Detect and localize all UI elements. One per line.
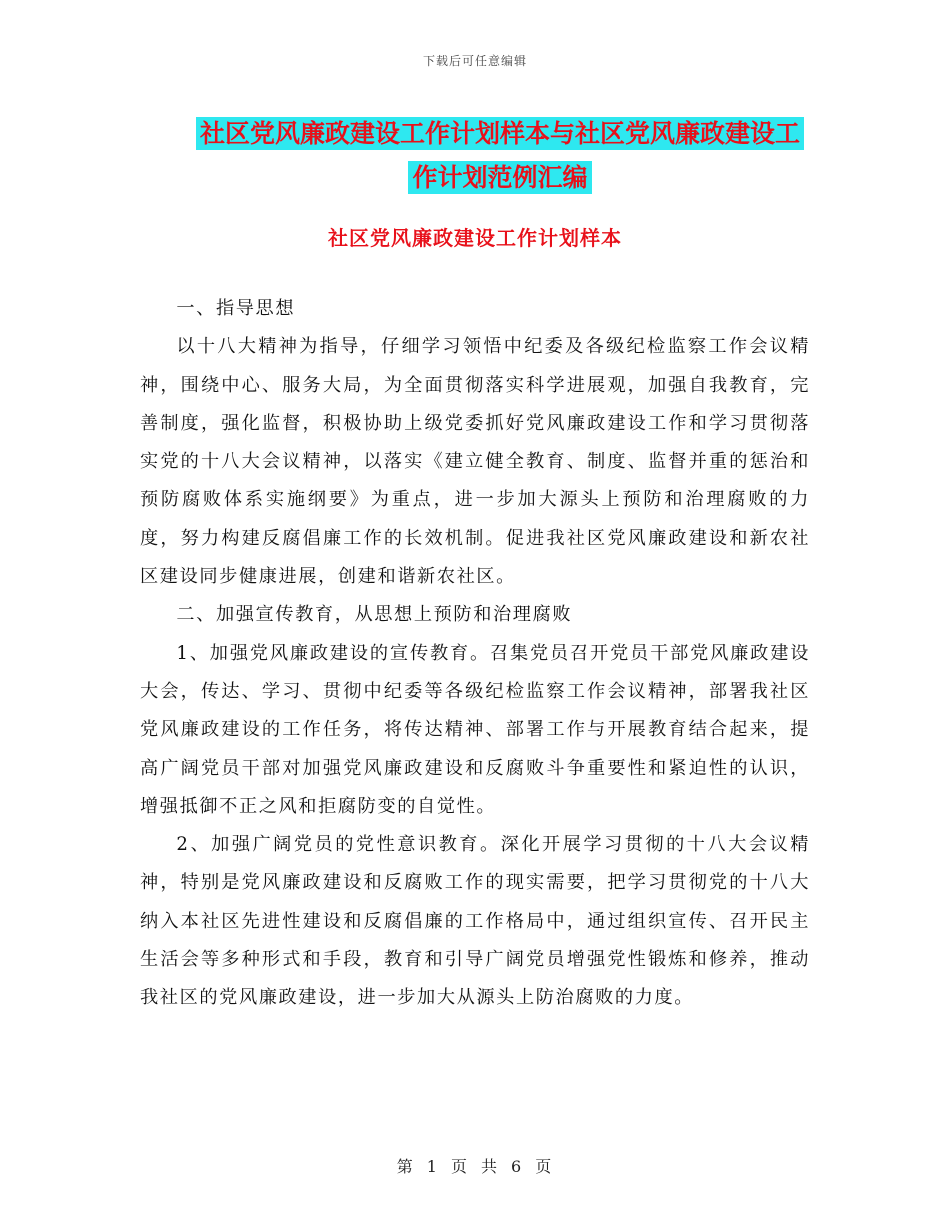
page-footer	[0, 1154, 950, 1177]
header-note: 下载后可任意编辑	[422, 54, 527, 68]
paragraph-guiding-ideology: 以十八大精神为指导，仔细学习领悟中纪委及各级纪检监察工作会议精神，围绕中心、服务大局，为全面贯彻落实科学进展观，加强自我教育，完善制度，强化监督，积极协助上级党委抓好党风廉政建设工作和学习贯彻落实党的十八大会议精神，以落实《建立健全教育、制度、监督并重的惩治和预防腐败体系实施纲要》为重点，进一步加大源头上预防和治理腐败的力度，努力构建反腐倡廉工作的长效机制。促进我社区党风廉政建设和新农社区建设同步健康进展，创建和谐新农社区。	[140, 336, 810, 588]
paragraph-item-1: 1、加强党风廉政建设的宣传教育。召集党员召开党员干部党风廉政建设大会，传达、学习、贯彻中纪委等各级纪检监察工作会议精神，部署我社区党风廉政建设的工作任务，将传达精神、部署工作与开展教育结合起来，提高广阔党员干部对加强党风廉政建设和反腐败斗争重要性和紧迫性的认识，增强抵御不正之风和拒腐防变的自觉性。	[140, 642, 810, 817]
document-title-text: 社区党风廉政建设工作计划样本与社区党风廉政建设工作计划范例汇编	[196, 117, 804, 194]
heading-guiding-ideology: 一、指导思想	[176, 298, 296, 319]
footer-total-label: 共	[481, 1157, 500, 1176]
footer-page-number: 1	[426, 1157, 439, 1176]
footer-suffix: 页	[535, 1157, 554, 1176]
heading-publicity-education: 二、加强宣传教育，从思想上预防和治理腐败	[176, 604, 573, 626]
paragraph-item-2: 2、加强广阔党员的党性意识教育。深化开展学习贯彻的十八大会议精神，特别是党风廉政建设和反腐败工作的现实需要，把学习贯彻党的十八大纳入本社区先进性建设和反腐倡廉的工作格局中，通过组织宣传、召开民主生活会等多种形式和手段，教育和引导广阔党员增强党性锻炼和修养，推动我社区的党风廉政建设，进一步加大从源头上防治腐败的力度。	[140, 834, 810, 1009]
section-title: 社区党风廉政建设工作计划样本	[328, 226, 622, 250]
document-body	[140, 290, 810, 1018]
document-title	[190, 112, 810, 200]
footer-prefix: 第	[396, 1157, 415, 1176]
footer-page-label: 页	[450, 1157, 469, 1176]
footer-total-pages: 6	[511, 1157, 524, 1176]
